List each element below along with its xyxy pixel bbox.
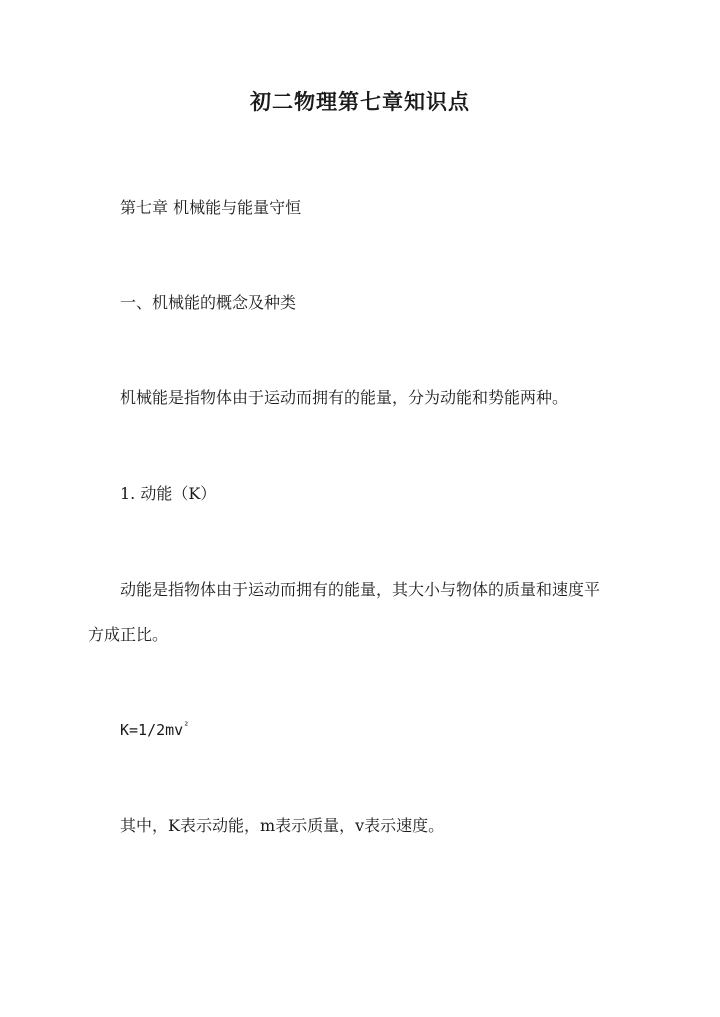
paragraph-mechanical-energy: 机械能是指物体由于运动而拥有的能量，分为动能和势能两种。	[120, 388, 569, 407]
formula-base: K=1/2mv	[120, 721, 184, 739]
section-heading: 一、机械能的概念及种类	[120, 293, 297, 312]
paragraph-kinetic-line-1: 动能是指物体由于运动而拥有的能量，其大小与物体的质量和速度平	[120, 580, 601, 599]
formula-exponent: ²	[183, 721, 190, 732]
kinetic-energy-formula	[120, 719, 189, 741]
chapter-heading: 第七章 机械能与能量守恒	[120, 198, 302, 217]
document-title: 初二物理第七章知识点	[250, 89, 470, 114]
paragraph-symbols: 其中，K表示动能，m表示质量，v表示速度。	[120, 816, 445, 835]
paragraph-kinetic-line-2: 方成正比。	[88, 625, 169, 644]
subsection-kinetic-energy: 1. 动能（K）	[120, 484, 217, 503]
